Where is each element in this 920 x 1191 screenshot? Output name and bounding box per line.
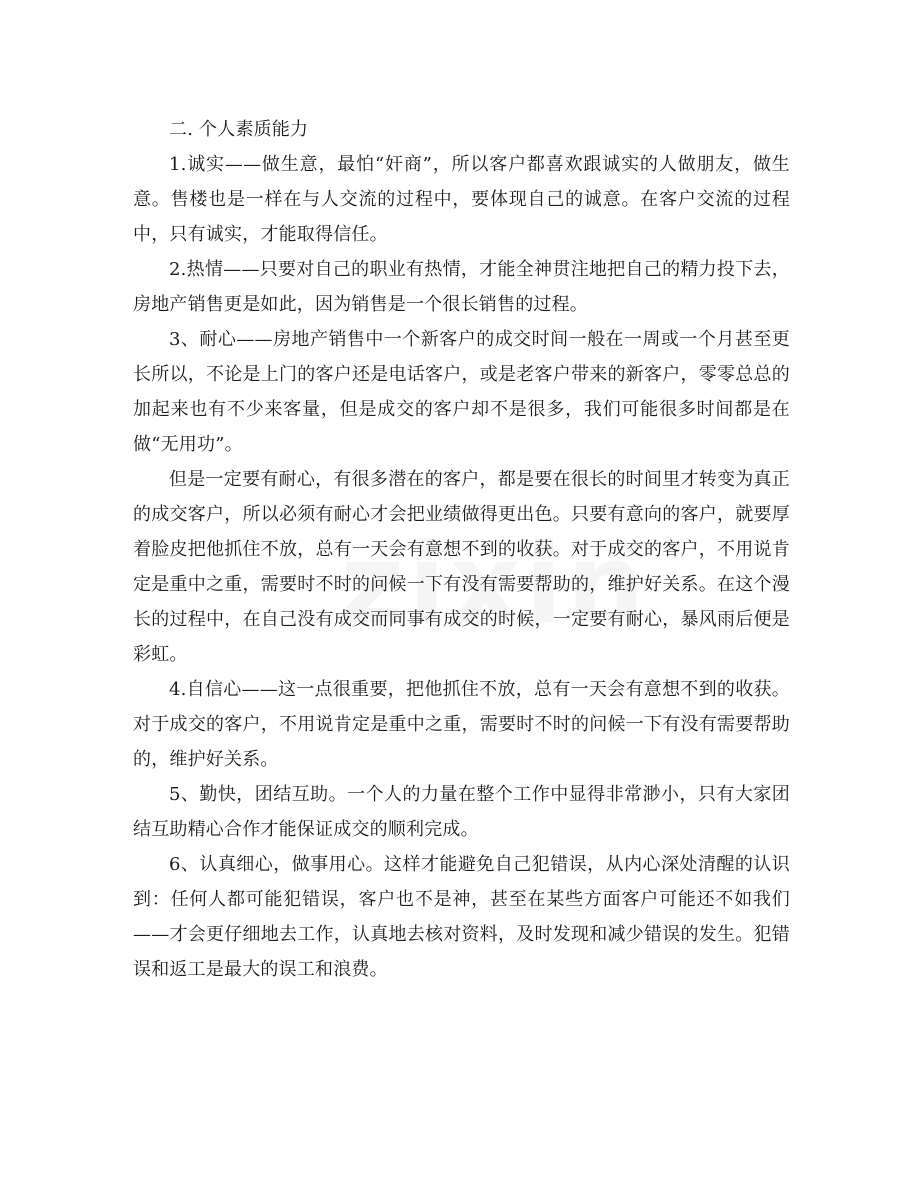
paragraph-carefulness: 6、认真细心，做事用心。这样才能避免自己犯错误，从内心深处清醒的认识到：任何人都可能犯错误，客户也不是神，甚至在某些方面客户可能还不如我们——才会更仔细地去工作，认真地去核对资料，及时发现和减少错误的发生。犯错误和返工是最大的误工和浪费。	[133, 854, 790, 980]
paragraph-enthusiasm: 2.热情——只要对自己的职业有热情，才能全神贯注地把自己的精力投下去，房地产销售更是如此，因为销售是一个很长销售的过程。	[133, 259, 790, 315]
paragraph-diligence: 5、勤快，团结互助。一个人的力量在整个工作中显得非常渺小，只有大家团结互助精心合作才能保证成交的顺利完成。	[133, 784, 790, 840]
paragraph-confidence: 4.自信心——这一点很重要，把他抓住不放，总有一天会有意想不到的收获。对于成交的客户，不用说肯定是重中之重，需要时不时的问候一下有没有需要帮助的，维护好关系。	[133, 679, 790, 770]
paragraph-patience: 3、耐心——房地产销售中一个新客户的成交时间一般在一周或一个月甚至更长所以，不论是上门的客户还是电话客户，或是老客户带来的新客户，零零总总的加起来也有不少来客量，但是成交的客户却不是很多，我们可能很多时间都是在做“无用功”。	[133, 329, 790, 455]
section-heading: 二. 个人素质能力	[169, 119, 309, 140]
paragraph-patience-continued: 但是一定要有耐心，有很多潜在的客户，都是要在很长的时间里才转变为真正的成交客户，所以必须有耐心才会把业绩做得更出色。只要有意向的客户，就要厚着脸皮把他抓住不放，总有一天会有意想不到的收获。对于成交的客户，不用说肯定是重中之重，需要时不时的问候一下有没有需要帮助的，维护好关系。在这个漫长的过程中，在自己没有成交而同事有成交的时候，一定要有耐心，暴风雨后便是彩虹。	[133, 469, 790, 665]
paragraph-honesty: 1.诚实——做生意，最怕“奸商”，所以客户都喜欢跟诚实的人做朋友，做生意。售楼也是一样在与人交流的过程中，要体现自己的诚意。在客户交流的过程中，只有诚实，才能取得信任。	[133, 154, 790, 245]
document-body	[133, 112, 790, 987]
